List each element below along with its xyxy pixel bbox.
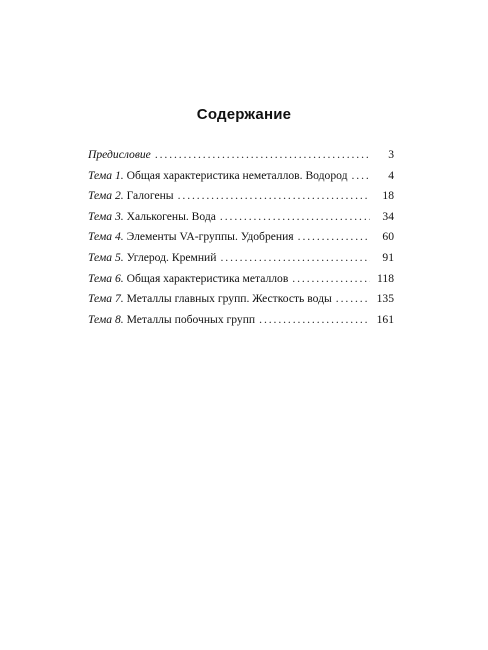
toc-entry-preface[interactable]: [88, 145, 394, 166]
toc-entry-prefix: Тема 1.: [88, 168, 124, 182]
toc-entry-label: [88, 289, 332, 310]
toc-entry-prefix: Тема 5.: [88, 250, 124, 264]
toc-entry-prefix: Тема 6.: [88, 271, 124, 285]
toc-entry-text: Элементы VA-группы. Удобрения: [126, 230, 294, 244]
toc-entry-topic-2[interactable]: [88, 186, 394, 207]
toc-page-number: 161: [376, 312, 394, 326]
toc-leader-dots: [298, 227, 370, 248]
toc-entry-topic-7[interactable]: [88, 289, 394, 310]
toc-entry-label: [88, 310, 255, 331]
toc-leader-dots: [220, 248, 370, 269]
toc-entry-prefix: Тема 7.: [88, 292, 124, 306]
toc-entry-prefix: Предисловие: [88, 148, 151, 161]
toc-leader-dots: [292, 269, 370, 290]
toc-entry-label: [88, 166, 348, 187]
toc-entry-text: Углерод. Кремний: [126, 250, 217, 264]
toc-entry-text: Общая характеристика металлов: [126, 271, 289, 285]
toc-entry-topic-4[interactable]: [88, 227, 394, 248]
toc-entry-prefix: Тема 8.: [88, 312, 124, 326]
toc-leader-dots: [178, 186, 370, 207]
toc-page-number: 91: [382, 250, 394, 264]
toc-entry-label: [88, 227, 294, 248]
toc-leader-dots: [155, 145, 370, 166]
toc-entry-topic-8[interactable]: [88, 310, 394, 331]
toc-page-number: 4: [388, 168, 394, 182]
toc-entry-label: [88, 248, 216, 269]
toc-entry-prefix: Тема 4.: [88, 230, 124, 244]
toc-entry-topic-3[interactable]: [88, 207, 394, 228]
toc-page-number: 118: [377, 271, 394, 285]
toc-entry-text: Металлы главных групп. Жесткость воды: [126, 292, 332, 306]
toc-entry-text: Общая характеристика неметаллов. Водород: [126, 168, 348, 182]
toc-entry-label: [88, 207, 216, 228]
toc-entry-text: Металлы побочных групп: [126, 312, 256, 326]
toc-entry-label: [88, 145, 151, 166]
toc-entry-text: Галогены: [126, 189, 174, 203]
toc-page-number: 3: [388, 148, 394, 161]
toc-page-number: 18: [382, 189, 394, 203]
toc-entry-topic-5[interactable]: [88, 248, 394, 269]
toc-entry-text: Халькогены. Вода: [126, 209, 216, 223]
toc-entry-label: [88, 186, 174, 207]
toc-leader-dots: [259, 310, 370, 331]
toc-page-number: 135: [376, 292, 394, 306]
toc-page-number: 34: [382, 209, 394, 223]
toc-entry-prefix: Тема 3.: [88, 209, 124, 223]
toc-page-number: 60: [382, 230, 394, 244]
toc-leader-dots: [220, 207, 370, 228]
toc-entry-topic-6[interactable]: [88, 269, 394, 290]
toc-entry-label: [88, 269, 288, 290]
table-of-contents: [88, 145, 394, 330]
toc-leader-dots: [336, 289, 370, 310]
toc-entry-topic-1[interactable]: [88, 166, 394, 187]
toc-title: Содержание: [196, 106, 292, 123]
toc-leader-dots: [352, 166, 371, 187]
toc-entry-prefix: Тема 2.: [88, 189, 124, 203]
